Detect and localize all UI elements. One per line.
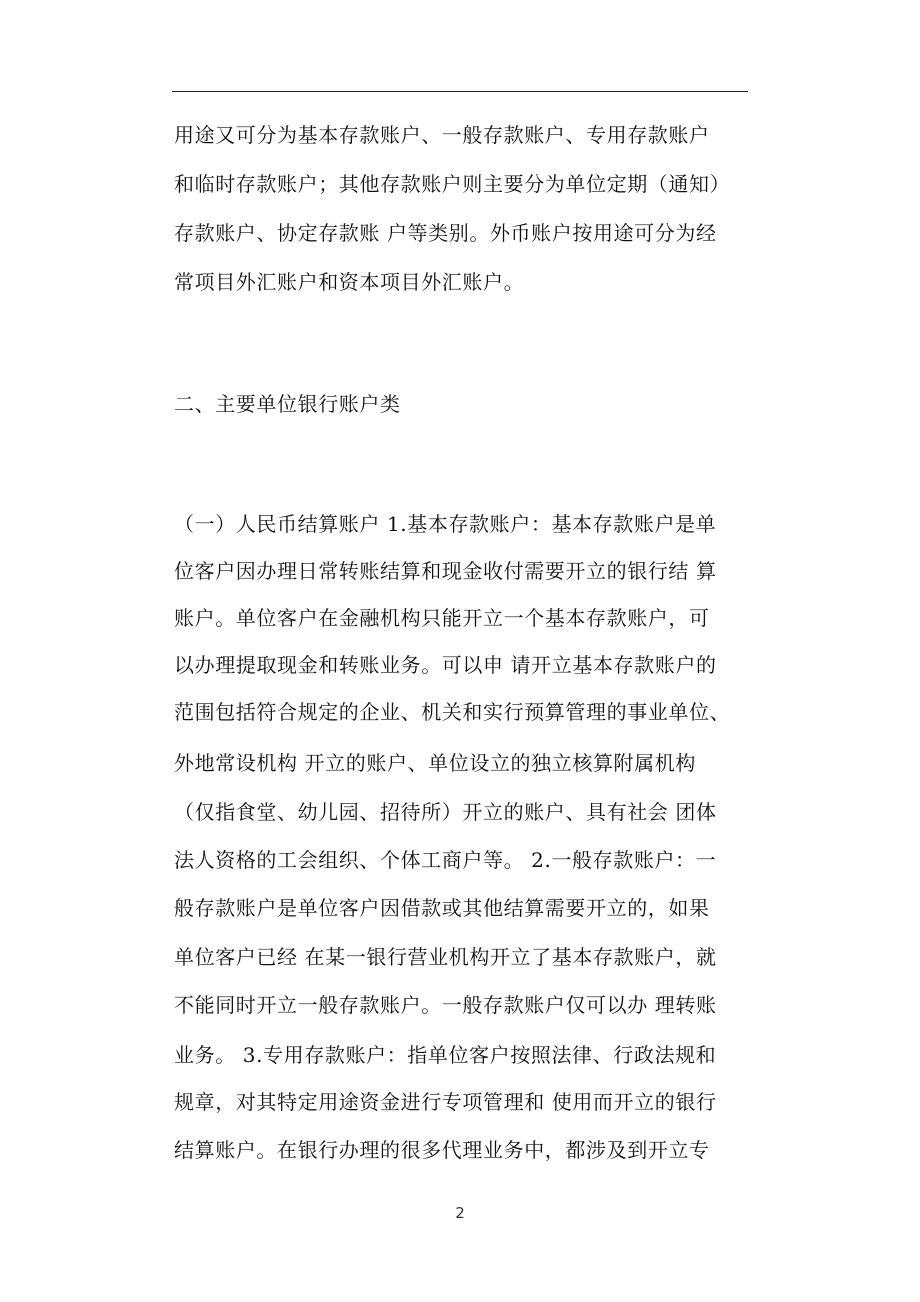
page-number: 2 bbox=[455, 1204, 465, 1222]
text-line: 结算账户。在银行办理的很多代理业务中，都涉及到开立专 bbox=[174, 1138, 710, 1162]
text-line: 外地常设机构 开立的账户、单位设立的独立核算附属机构 bbox=[174, 751, 696, 775]
section-heading: 二、主要单位银行账户类 bbox=[174, 392, 401, 416]
text-line: 常项目外汇账户和资本项目外汇账户。 bbox=[174, 270, 525, 294]
text-line: 以办理提取现金和转账业务。可以申 请开立基本存款账户的 bbox=[174, 653, 717, 677]
text-line: 账户。单位客户在金融机构只能开立一个基本存款账户，可 bbox=[174, 606, 710, 630]
text-line: 法人资格的工会组织、个体工商户等。 2.一般存款账户：一 bbox=[174, 848, 717, 872]
text-line: 存款账户、协定存款账 户等类别。外币账户按用途可分为经 bbox=[174, 221, 717, 245]
text-line: 和临时存款账户；其他存款账户则主要分为单位定期（通知） bbox=[174, 172, 731, 196]
text-line: （仅指食堂、幼儿园、招待所）开立的账户、具有社会 团体 bbox=[174, 800, 717, 824]
header-rule bbox=[172, 91, 748, 92]
text-line: 用途又可分为基本存款账户、一般存款账户、专用存款账户 bbox=[174, 123, 710, 147]
text-line: 单位客户已经 在某一银行营业机构开立了基本存款账户，就 bbox=[174, 945, 717, 969]
text-line: 业务。 3.专用存款账户：指单位客户按照法律、行政法规和 bbox=[174, 1043, 717, 1067]
text-line: 范围包括符合规定的企业、机关和实行预算管理的事业单位、 bbox=[174, 700, 731, 724]
text-line: 规章，对其特定用途资金进行专项管理和 使用而开立的银行 bbox=[174, 1090, 717, 1114]
text-line: 位客户因办理日常转账结算和现金收付需要开立的银行结 算 bbox=[174, 559, 717, 583]
text-line: （一）人民币结算账户 1.基本存款账户：基本存款账户是单 bbox=[174, 512, 717, 536]
text-line: 般存款账户是单位客户因借款或其他结算需要开立的，如果 bbox=[174, 896, 710, 920]
text-line: 不能同时开立一般存款账户。一般存款账户仅可以办 理转账 bbox=[174, 993, 717, 1017]
